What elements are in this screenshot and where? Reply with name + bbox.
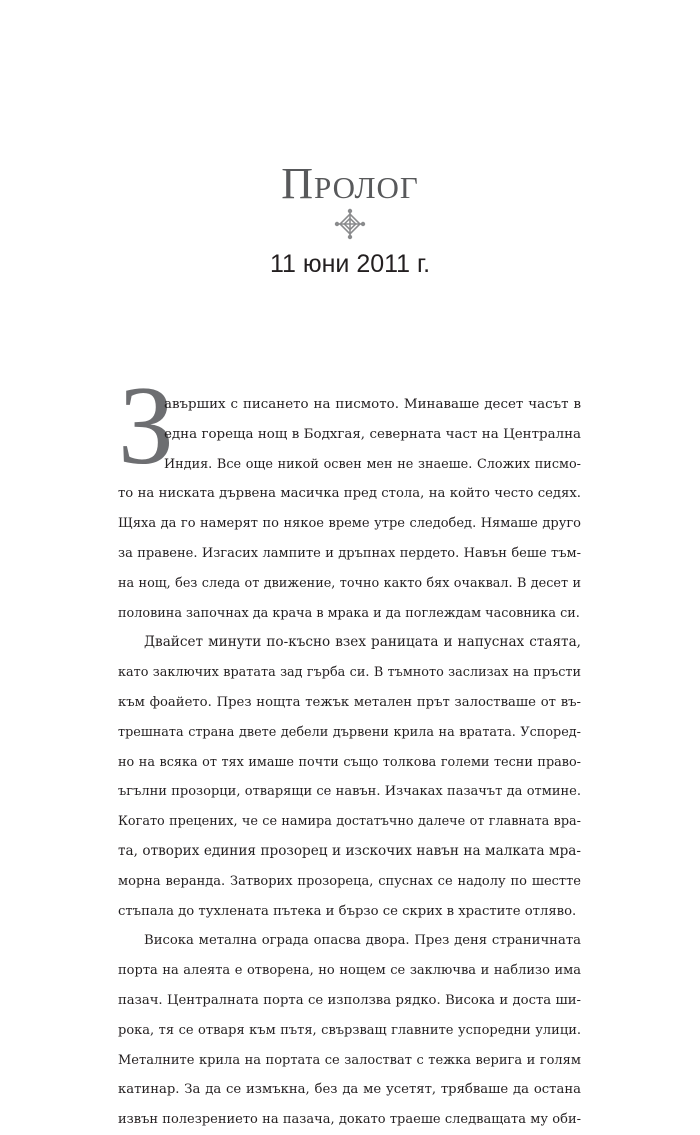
text-line: Когато прецених, че се намира достатъчно далече от главната вра- bbox=[118, 814, 581, 830]
text-line: Металните крила на портата се залостват с тежка верига и голям bbox=[118, 1052, 581, 1068]
chapter-date: 11 юни 2011 г. bbox=[269, 250, 431, 278]
drop-cap: З bbox=[118, 364, 175, 488]
text-line: пазач. Централната порта се използва рядко. Висока и доста ши- bbox=[118, 992, 581, 1008]
text-line: Индия. Все още никой освен мен не знаеше. Сложих писмо- bbox=[164, 456, 581, 472]
text-line: но на всяка от тях имаше почти също толкова големи тесни право- bbox=[118, 754, 581, 770]
text-line: стъпала до тухлената пътека и бързо се скрих в храстите отляво. bbox=[118, 903, 577, 919]
text-line: половина започнах да крача в мрака и да поглеждам часовника си. bbox=[118, 605, 580, 621]
text-line: Двайсет минути по-късно взех раницата и напуснах стаята, bbox=[144, 634, 581, 651]
text-line: Висока метална ограда опасва двора. През деня страничната bbox=[144, 933, 581, 949]
text-line: катинар. За да се измъкна, без да ме усетят, трябваше да остана bbox=[118, 1082, 581, 1098]
paragraph bbox=[118, 926, 581, 1135]
text-line: Щяха да го намерят по някое време утре следобед. Нямаше друго bbox=[118, 516, 581, 532]
text-line: една гореща нощ в Бодхгая, северната част на Централна bbox=[164, 426, 581, 442]
text-line: за правене. Изгасих лампите и дръпнах пердето. Навън беше тъм- bbox=[118, 545, 581, 561]
paragraph bbox=[118, 390, 581, 628]
chapter-title: Пролог bbox=[281, 159, 419, 208]
text-line: като заключих вратата зад гърба си. В тъмното заслизах на пръсти bbox=[118, 665, 581, 681]
text-line: порта на алеята е отворена, но нощем се заключва и наблизо има bbox=[118, 963, 581, 979]
paragraph bbox=[118, 628, 581, 926]
text-line: то на ниската дървена масичка пред стола, на който често седях. bbox=[118, 486, 581, 502]
text-line: та, отворих единия прозорец и изскочих навън на малката мра- bbox=[118, 842, 581, 859]
text-line: морна веранда. Затворих прозореца, спуснах се надолу по шестте bbox=[118, 873, 581, 889]
text-line: ъгълни прозорци, отварящи се навън. Изчаках пазачът да отмине. bbox=[118, 784, 581, 800]
endless-knot-ornament-icon bbox=[334, 208, 366, 240]
text-line: рока, тя се отваря към пътя, свързващ главните успоредни улици. bbox=[118, 1022, 581, 1038]
body-text bbox=[118, 390, 581, 1135]
text-line: на нощ, без следа от движение, точно както бях очаквал. В десет и bbox=[118, 575, 581, 591]
text-line: авърших с писането на писмото. Минаваше десет часът в bbox=[164, 397, 581, 412]
text-line: към фоайето. През нощта тежък метален прът залостваше от въ- bbox=[118, 694, 581, 710]
text-line: трешната страна двете дебели дървени крила на вратата. Успоред- bbox=[118, 724, 581, 740]
text-line: извън полезрението на пазача, докато траеше следващата му оби- bbox=[118, 1112, 581, 1128]
